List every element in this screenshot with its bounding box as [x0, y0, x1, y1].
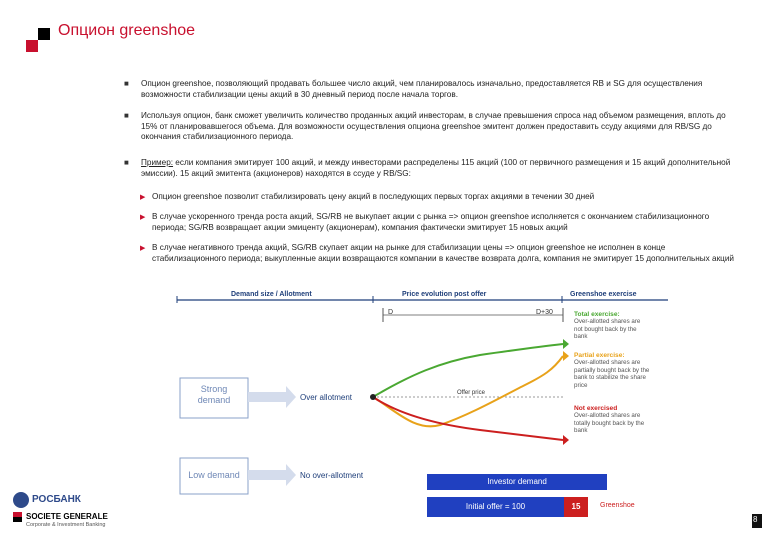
investor-demand-label: Investor demand: [487, 477, 547, 486]
greenshoe-value: 15: [571, 502, 581, 511]
sg-subtitle: Corporate & Investment Banking: [26, 522, 106, 528]
page-number: 8: [753, 515, 758, 524]
red-end-arrow: [563, 435, 569, 445]
not-exercised-note: [574, 405, 650, 435]
page-title: Опцион greenshoe: [58, 22, 196, 39]
bullet-text-1: Опцион greenshoe, позволяющий продавать большее число акций, чем планировалось изначально, предоставляется RB и SG для осуществления возможности стабилизации цены акций в 30 дневный период после начала торгов.: [141, 79, 703, 99]
partial-exercise-note: [574, 352, 650, 389]
green-end-arrow: [563, 339, 569, 349]
greenshoe-header: Greenshoe exercise: [570, 291, 637, 298]
demand-header: Demand size / Allotment: [231, 291, 312, 298]
sub-bullet-1: Опцион greenshoe позволит стабилизировать цену акций в последующих первых торгах акциями в течении 30 дней: [152, 192, 595, 201]
bullet-marker: ■: [124, 111, 129, 120]
arrow-right-icon: ▶: [140, 245, 146, 252]
sg-name: SOCIETE GENERALE: [26, 512, 108, 521]
total-exercise-note: [574, 311, 650, 341]
partial-exercise-title: Partial exercise:: [574, 352, 625, 359]
not-exercised-text: Over-allotted shares are totally bought back by the bank: [574, 412, 645, 435]
example-lead: Пример:: [141, 158, 174, 167]
greenshoe-label: Greenshoe: [600, 502, 635, 509]
bullet-marker: ■: [124, 79, 129, 88]
orange-end-arrow: [563, 351, 569, 361]
not-exercised-title: Not exercised: [574, 405, 618, 412]
bullet-marker: ■: [124, 158, 129, 167]
low-arrow: [248, 464, 296, 486]
total-exercise-title: Total exercise:: [574, 311, 620, 318]
low-demand-label: Low demand: [188, 470, 240, 480]
period-end-label: D+30: [536, 309, 553, 316]
offer-point: [370, 394, 376, 400]
no-over-allotment-label: No over-allotment: [300, 471, 364, 480]
total-exercise-text: Over-allotted shares are not bought back by the bank: [574, 318, 641, 341]
example-text: если компания эмитирует 100 акций, и между инвесторами распределены 115 акций (100 от первичного размещения и 15 акций дополнительной эмиссии). 15 акций эмитента (акционеров) находятся в ссуде у RB/SG:: [141, 158, 731, 178]
over-allotment-label: Over allotment: [300, 393, 353, 402]
price-line-not: [373, 397, 563, 440]
strong-demand-label: Strong demand: [197, 384, 231, 405]
offer-price-label: Offer price: [457, 390, 485, 396]
rosbank-logo-mark: [13, 492, 29, 508]
sub-bullet-2: В случае ускоренного тренда роста акций, SG/RB не выкупает акции с рынка => опцион greenshoe исполняется с окончанием стабилизационного периода; SG/RB возвращает акции эмиценту (акционерам), компания фактически эмитирует 15 новых акций: [152, 212, 710, 232]
bullet-text-2: Используя опцион, банк сможет увеличить количество проданных акций инвесторам, в случае превышения спроса над объемом размещения, вплоть до 15% от планировавшегося объема. Для возможности осуществления опциона greenshoe эмитент должен предоставить ссуду акциями для RB/SG до окончания стабилизационного периода.: [141, 111, 726, 142]
strong-arrow: [248, 386, 296, 408]
arrow-right-icon: ▶: [140, 194, 146, 201]
arrow-right-icon: ▶: [140, 214, 146, 221]
sub-bullet-3: В случае негативного тренда акций, SG/RB скупает акции на рынке для стабилизации цены => опцион greenshoe не исполнен в конце стабилизационного периода; выкупленные акции возвращаются компании в качестве возврата долга, компания не эмитирует 15 дополнительных акций: [152, 243, 735, 263]
initial-offer-label: Initial offer = 100: [465, 502, 526, 511]
price-header: Price evolution post offer: [402, 291, 487, 298]
partial-exercise-text: Over-allotted shares are partially bought back by the bank to stabilize the share price: [574, 359, 650, 389]
sg-logo-top: [13, 512, 22, 517]
period-start-label: D: [388, 309, 394, 316]
rosbank-logo: РОСБАНК: [32, 494, 81, 505]
sg-logo-bottom: [13, 517, 22, 522]
